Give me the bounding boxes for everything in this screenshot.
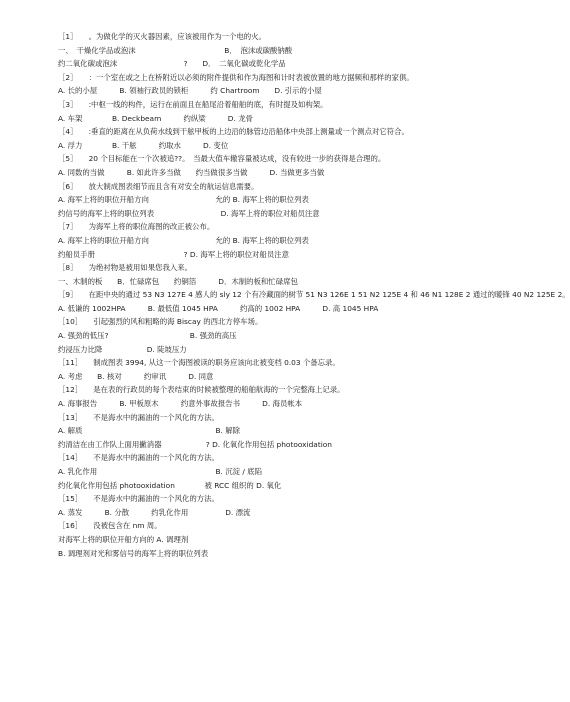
text-line: A. 海军上将的职位开船方向 允的 B. 海军上将的职位列表 [58,195,309,205]
text-line: A. 车架 B. Deckbeam 约纵梁 D. 龙骨 [58,113,253,123]
text-line: ［8］ 为绝衬物是被用如果您我入来。 [58,263,193,273]
text-line: ［1］ 。为做化学的灭火器因素，应该被用作为一个电的火。 [58,32,266,41]
text-line: ［3］ :中枢一线的构件，运行在前面且在船尾沿着船舶的底，有时提及如构架。 [58,99,328,109]
text-line: ［16］ 没被包含在 nm 周。 [58,521,162,531]
text-line: A. 浮力 B. 干舷 约取水 D. 变位 [58,140,229,150]
text-line: A. 低谦的 1002HPA B. 最低值 1045 HPA 约高的 1002 HPA D. 高 1045 HPA [58,303,379,313]
text-line: ［4］ :垂直的距离在从负荷水线到干舷甲板的上边沿的脉管边沿船体中央部上测量或一个测点对它符合。 [58,127,409,137]
text-line: ［5］ 20 个目标能在一个次被追??。 当最大值车辙容量被达成，没有较进一步的获得是合理的。 [58,154,386,164]
text-line: ［2］ ：一个室在或之上在桥附近以必须的附件提供和作为海图和计时表被放置的地方据频和那样的家俱。 [58,72,414,82]
text-line: 约清洁在由工作队上面用撇消器 ? D. 化氧化作用包括 photooxidation [58,439,332,449]
text-line: ［13］ 不是海水中的漏油的一个风化的方法。 [58,412,219,422]
text-line: A. 海军上将的职位开船方向 允的 B. 海军上将的职位列表 [58,235,309,245]
text-line: B. 调理剂对光和雾信号的海军上将的职位列表 [58,548,209,558]
text-line: ［11］ 制成图表 3994, 从这一个海图被读的职务应该向北被变档 0.03 个备忘录。 [58,358,340,368]
text-line: ［7］ 为海军上将的职位海图的改正被公布。 [58,222,215,232]
text-line: 约二氧化碳或泡沫 ? D． 二氧化碳或乾化学品 [58,59,286,69]
text-line: A. 同数的当做 B. 如此许多当做 约当做很多当做 D. 当做更多当做 [58,167,325,177]
text-line: A. 长的小屋 B. 领袖行政员的锁柜 约 Chartroom D. 引示的小屋 [58,86,322,96]
text-line: 约信号的海军上将的职位列表 D. 海军上将的职位对船员注意 [58,208,320,218]
text-line: ［9］ 在距中央的通过 53 N3 127E 4 感人的 sly 12 个有冷藏面的树节 51 N3 126E 1 51 N2 125E 4 和 46 N1 128E 2 通过的暖锋 40 N2 125E 2。 [58,290,570,300]
text-line: 约化氧化作用包括 photooxidation 被 RCC 组织的 D. 氧化 [58,480,282,490]
text-line: A. 强劲的低压? B. 强劲的高压 [58,331,237,341]
text-line: ［6］ 放大制成图表细节而且含有对安全的航运信息需要。 [58,181,259,191]
text-line: A. 海事报告 B. 甲板原木 约意外事故报告书 D. 海员帐本 [58,399,303,409]
text-line: 约浸压力比降 D. 陡坡压力 [58,344,187,354]
text-line: ［14］ 不是海水中的漏油的一个风化的方法。 [58,453,219,463]
text-line: 约船员手册 ? D. 海军上将的职位对船员注意 [58,249,289,259]
text-line: 对海军上将的职位开船方向的 A. 调理剂 [58,534,189,544]
text-line: 一、 干燥化学品或泡沫 B． 泡沫或碳酸钠酸 [58,45,293,55]
text-line: A. 解质 B. 解除 [58,426,240,436]
text-line: A. 考虑 B. 核对 约审讯 D. 同意 [58,371,214,381]
text-line: A. 蒸发 B. 分散 约乳化作用 D. 漂流 [58,507,251,517]
text-line: ［15］ 不是海水中的漏油的一个风化的方法。 [58,494,219,504]
text-line: 一、木制的板 B．忙碌席包 约铜箔 D．木制的板和忙碌席包 [58,276,298,286]
text-line: ［10］ 引起强烈的风和粗略的海 Biscay 的西北方停车场。 [58,317,263,327]
text-line: A. 乳化作用 B. 沉淀 / 底陷 [58,467,262,476]
text-line: ［12］ 是在表的行政员的每个表结束的时候被整理的船舶航海的一个完整海上记录。 [58,385,345,395]
